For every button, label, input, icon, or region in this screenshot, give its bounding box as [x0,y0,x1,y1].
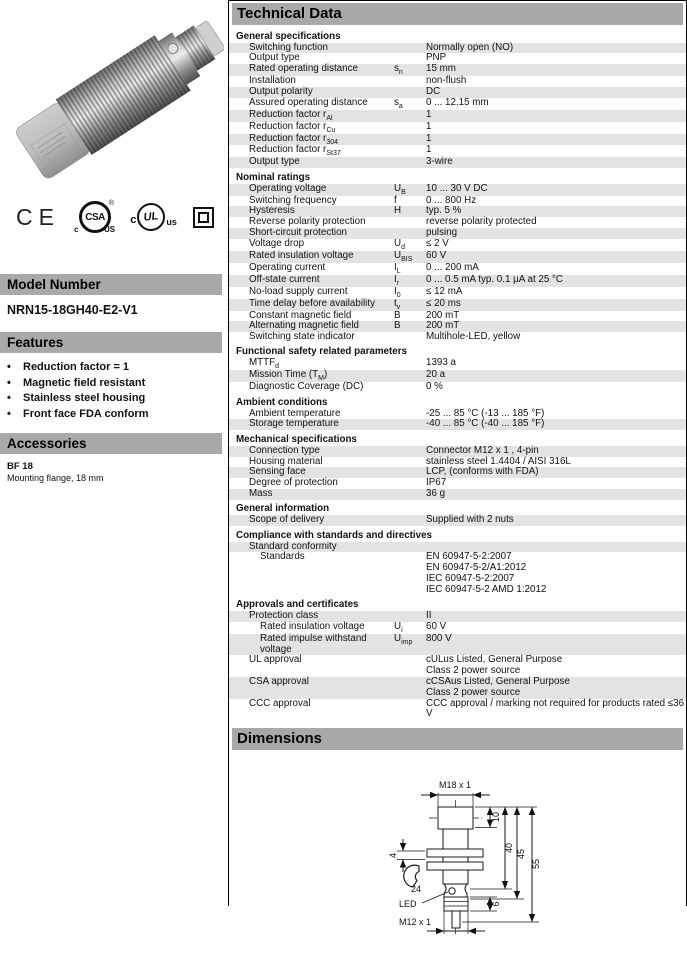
spec-label: Storage temperature [249,418,339,430]
spec-row [229,699,686,721]
dimension-drawing [325,764,645,954]
section-header: Mechanical specifications [236,433,357,445]
spec-symbol [394,134,426,146]
spec-symbol: $U_{BIS}$ [394,249,413,263]
spec-value: Supplied with 2 nuts [426,514,514,526]
spec-row [229,655,686,677]
section-header: Functional safety related parameters [236,346,407,358]
spec-value: CCC approval / marking not required for products rated ≤36 V [426,697,685,720]
spec-symbol [394,217,426,228]
spec-label: Off-state current [249,273,320,285]
spec-symbol [394,467,426,478]
spec-row [229,634,686,656]
spec-label: CCC approval [249,697,311,709]
spec-value: 0 ... 200 mA [426,261,479,273]
spec-label: Standard conformity [249,540,337,552]
spec-symbol [394,43,426,54]
spec-symbol [394,677,426,699]
spec-label: Sensing face [249,466,306,478]
dim-label-6: 6 [491,901,501,907]
left-column [0,0,228,906]
spec-symbol [394,358,426,370]
dim-label-10: 10 [491,812,501,823]
spec-symbol: $I_L$ [394,261,401,275]
spec-label: Installation [249,75,296,87]
spec-symbol: f [394,194,397,206]
accessories-header: Accessories [0,433,222,454]
spec-symbol [394,370,426,382]
ul-letters: UL [136,202,167,233]
feature-item [7,360,228,376]
spec-row [229,446,686,457]
spec-value: Normally open (NO) [426,41,514,53]
technical-data-header: Technical Data [232,3,683,25]
spec-value: PNP [426,52,447,64]
spec-label: Time delay before availability [249,297,375,309]
ce-mark-icon: CE [16,203,60,230]
spec-label: Switching state indicator [249,331,355,343]
spec-value: 0 ... 12.15 mm [426,96,489,108]
spec-row [229,239,686,251]
spec-value: 20 a [426,369,446,381]
spec-label: Short-circuit protection [249,227,348,239]
spec-label: Reduction factor $r_{St37}$ [249,144,341,158]
model-number-value: NRN15-18GH40-E2-V1 [7,303,138,317]
section-header: Compliance with standards and directives [236,529,432,541]
accessory-name: BF 18 [7,461,33,472]
spec-value: II [426,610,432,622]
feature-item [7,376,228,392]
bullet-icon: • [7,361,11,373]
spec-symbol: $I_r$ [394,273,400,287]
accessory-description: Mounting flange, 18 mm [7,473,104,483]
spec-label: Output polarity [249,85,313,97]
spec-label: Rated impulse withstand voltage [260,632,367,655]
feature-text: Reduction factor = 1 [23,361,130,373]
csa-mark-icon [76,200,114,234]
protection-class-ii-icon [193,207,214,228]
spec-row [229,332,686,343]
spec-label: Switching frequency [249,194,337,206]
spec-value: reverse polarity protected [426,216,537,228]
spec-row [229,622,686,634]
spec-row [229,184,686,196]
ul-c-label: c [130,214,137,226]
spec-value: pulsing [426,227,458,239]
spec-value: 200 mT [426,320,460,332]
spec-value: 1 [426,132,432,144]
spec-row [229,382,686,393]
spec-value: 60 V [426,620,447,632]
spec-row [229,515,686,526]
spec-value: EN 60947-5-2:2007 EN 60947-5-2/A1:2012 IEC 60947-5-2:2007 IEC 60947-5-2 AMD 1:2012 [426,551,547,595]
spec-row [229,110,686,122]
spec-value: Connector M12 x 1 , 4-pin [426,444,539,456]
spec-value: typ. 5 % [426,205,462,217]
bullet-icon: • [7,376,11,389]
spec-label: Protection class [249,610,319,622]
spec-label: Alternating magnetic field [249,320,360,332]
csa-us-label: US [103,225,116,234]
feature-item [7,391,228,407]
spec-value: Multihole-LED, yellow [426,331,521,343]
sensor-photo-illustration [4,4,224,192]
spec-label: Output type [249,52,300,64]
spec-symbol: $t_v$ [394,297,401,311]
spec-symbol: H [394,205,402,217]
bullet-icon: • [7,392,11,404]
spec-label: Hysteresis [249,205,295,217]
dimension-drawing-svg [325,764,645,954]
spec-label: Mass [249,487,273,499]
spec-label: Rated insulation voltage [249,249,354,261]
spec-label: No-load supply current [249,285,348,297]
technical-data-table [229,27,686,720]
spec-symbol [394,157,426,168]
spec-value: IP67 [426,477,447,489]
spec-value: 10 ... 30 V DC [426,182,488,194]
feature-text: Front face FDA conform [23,407,149,420]
spec-value: cCSAus Listed, General Purpose Class 2 power source [426,675,570,698]
right-column [228,0,687,928]
spec-row [229,98,686,110]
spec-symbol: B [394,320,401,332]
spec-symbol [394,446,426,457]
spec-label: Housing material [249,455,323,467]
spec-label: Voltage drop [249,237,305,249]
dim-label-4: 4 [388,853,398,859]
certification-marks [16,200,214,234]
spec-symbol [394,655,426,677]
features-list [7,360,228,422]
spec-row [229,251,686,263]
spec-value: 0 % [426,381,443,393]
spec-symbol [394,145,426,157]
spec-value: 0 ... 800 Hz [426,194,477,206]
feature-text: Magnetic field resistant [23,376,146,389]
spec-symbol [394,76,426,87]
dim-label-40: 40 [504,843,514,854]
spec-label: CSA approval [249,675,309,687]
spec-symbol: B [394,309,401,321]
spec-row [229,275,686,287]
spec-label: Ambient temperature [249,407,341,419]
spec-label: Diagnostic Coverage (DC) [249,381,364,393]
spec-symbol [394,382,426,393]
spec-row [229,287,686,299]
spec-label: $MTTF_d$ [249,357,280,371]
dim-label-m12: M12 x 1 [399,917,432,928]
section-header: Ambient conditions [236,396,328,408]
led-label: LED [399,899,417,910]
spec-value: LCP, (conforms with FDA) [426,466,539,478]
spec-value: 1 [426,108,432,120]
spec-symbol: $s_a$ [394,96,403,110]
spec-symbol [394,457,426,468]
section-header: General information [236,503,330,515]
spec-symbol [394,478,426,489]
spec-value: cULus Listed, General Purpose Class 2 power source [426,654,563,677]
csa-letters: CSA [79,201,111,233]
ul-us-label: us [166,217,177,227]
spec-value: -40 ... 85 °C (-40 ... 185 °F) [426,418,545,430]
spec-value: 200 mT [426,309,460,321]
spec-symbol [394,552,426,595]
spec-symbol [394,332,426,343]
spec-label: Rated operating distance [249,63,358,75]
spec-row [229,419,686,430]
spec-label: UL approval [249,654,302,666]
dim-label-45: 45 [516,849,526,860]
registered-icon: ® [108,200,115,207]
spec-label: Output type [249,156,300,168]
model-number-header: Model Number [0,274,222,295]
spec-label: Reduction factor $r_{304}$ [249,132,339,146]
spec-label: Degree of protection [249,477,338,489]
spec-value: non-flush [426,75,467,87]
spec-symbol [394,110,426,122]
spec-symbol [394,699,426,721]
product-photo [4,4,224,192]
spec-row [229,489,686,500]
csa-c-label: c [74,225,79,234]
spec-row [229,552,686,595]
spec-label: Standards [260,551,305,563]
spec-value: stainless steel 1.4404 / AISI 316L [426,455,571,467]
bullet-icon: • [7,407,11,420]
spec-value: 1 [426,144,432,156]
spec-label: Assured operating distance [249,96,368,108]
spec-label: Constant magnetic field [249,309,352,321]
spec-label: Rated insulation voltage [260,620,365,632]
spec-value: 0 ... 0.5 mA typ. 0.1 µA at 25 °C [426,273,563,285]
spec-value: 800 V [426,632,452,644]
spec-label: Operating current [249,261,326,273]
section-header: Nominal ratings [236,171,311,183]
features-header: Features [0,332,222,353]
spec-row [229,263,686,275]
spec-label: Reduction factor $r_{Cu}$ [249,120,336,134]
spec-symbol: $U_B$ [394,182,406,196]
dim-label-m18: M18 x 1 [438,780,472,791]
spec-row [229,157,686,168]
dim-label-55: 55 [531,859,541,870]
ul-mark-icon [130,203,177,231]
spec-value: 36 g [426,487,446,499]
spec-symbol: $U_i$ [394,620,403,634]
spec-value: -25 ... 85 °C (-13 ... 185 °F) [426,407,545,419]
spec-label: Reduction factor $r_{Al}$ [249,108,333,122]
spec-symbol [394,489,426,500]
spec-symbol [394,542,426,553]
feature-item [7,407,228,423]
spec-label: Switching function [249,41,328,53]
spec-label: Connection type [249,444,320,456]
spec-label: Scope of delivery [249,514,325,526]
spec-symbol: $s_n$ [394,63,403,77]
spec-symbol: $U_d$ [394,237,405,251]
spec-value: ≤ 20 ms [426,297,461,309]
spec-label: Operating voltage [249,182,327,194]
spec-value: 60 V [426,249,447,261]
spec-value: 15 mm [426,63,456,75]
spec-symbol [394,122,426,134]
spec-label: Mission Time $(T_M)$ [249,369,328,383]
spec-value: DC [426,85,441,97]
spec-row [229,677,686,699]
spec-row [229,478,686,489]
wrench-size-label: 24 [411,884,422,895]
spec-value: 1393 a [426,357,456,369]
feature-text: Stainless steel housing [23,392,146,404]
spec-value: 3-wire [426,156,453,168]
spec-symbol: $U_{imp}$ [394,632,413,646]
spec-symbol [394,409,426,420]
spec-row [229,299,686,311]
spec-value: ≤ 2 V [426,237,449,249]
spec-label: Reverse polarity protection [249,216,366,228]
spec-symbol [394,419,426,430]
dimensions-header: Dimensions [232,728,683,750]
section-header: Approvals and certificates [236,599,359,611]
spec-symbol [394,515,426,526]
spec-symbol: $I_0$ [394,285,401,299]
spec-row [229,122,686,134]
spec-value: ≤ 12 mA [426,285,463,297]
section-header: General specifications [236,30,341,42]
spec-value: 1 [426,120,432,132]
